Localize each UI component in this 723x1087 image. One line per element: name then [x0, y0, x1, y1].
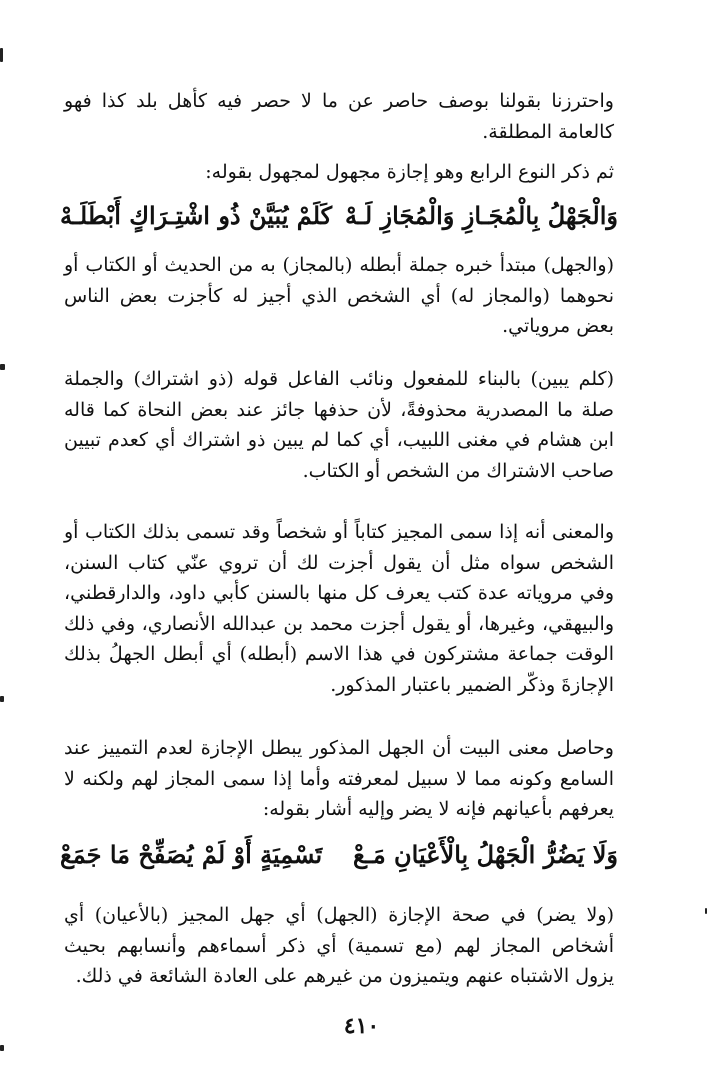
verse-line-2 — [60, 835, 618, 875]
scan-artifact-mark — [0, 48, 3, 62]
verse-2-first-hemistich: وَلَا يَضُرُّ الْجَهْلُ بِالْأَعْيَانِ مَـعْ — [353, 840, 618, 869]
verse-1-first-hemistich: وَالْجَهْلُ بِالْمُجَـازِ وَالْمُجَازِ لَـهْ — [344, 201, 618, 230]
scan-artifact-mark — [705, 908, 707, 914]
paragraph-meaning: والمعنى أنه إذا سمى المجيز كتاباً أو شخصاً وقد تسمى بذلك الكتاب أو الشخص سواه مثل أن يقول أجزت لك أن تروي عنّي كتاب السنن، وفي مروياته عدة كتب يعرف كل منها بالسنن كأبي داود، والدارقطني، والبيهقي، وغيرها، أو يقول أجزت محمد بن عبدالله الأنصاري، وفي ذلك الوقت جماعة مشتركون في هذا الاسم (أبطله) أي أبطل الجهلُ بذلك الإجازةَ وذكّر الضمير باعتبار المذكور. — [64, 521, 614, 696]
paragraph-summary: وحاصل معنى البيت أن الجهل المذكور يبطل الإجازة لعدم التمييز عند السامع وكونه مما لا سبيل لمعرفته وأما إذا سمى المجاز لهم ولكنه لا يعرفهم بأعيانهم فإنه لا يضر وإليه أشار بقوله: — [64, 737, 614, 820]
paragraph-fourth-type-intro: ثم ذكر النوع الرابع وهو إجازة مجهول لمجهول بقوله: — [205, 161, 614, 183]
verse-1-second-hemistich: كَلَمْ يُبَيَّنْ ذُو اشْتِـرَاكٍ أَبْطَلَـهْ — [60, 201, 333, 230]
paragraph-definition-note: واحترزنا بقولنا بوصف حاصر عن ما لا حصر فيه كأهل بلد كذا فهو كالعامة المطلقة. — [64, 90, 614, 143]
scan-artifact-mark — [0, 364, 5, 370]
paragraph-commentary-jahl: (والجهل) مبتدأ خبره جملة أبطله (بالمجاز) به من الحديث أو الكتاب أو نحوهما (والمجاز له) أي الشخص الذي أجيز له كأجزت بعض الناس بعض مروياتي. — [64, 254, 614, 337]
verse-2-second-hemistich: تَسْمِيَةٍ أَوْ لَمْ يُصَفِّحْ مَا جَمَعْ — [60, 840, 323, 869]
scan-artifact-mark — [0, 696, 4, 702]
scan-artifact-mark — [0, 1045, 4, 1051]
verse-line-1 — [60, 196, 618, 236]
paragraph-commentary-kalam-yubayyan: (كلم يبين) بالبناء للمفعول ونائب الفاعل قوله (ذو اشتراك) والجملة صلة ما المصدرية محذوفةً، لأن حذفها جائز عند بعض النحاة كما قاله ابن هشام في مغنى اللبيب، أي كما لم يبين ذو اشتراك أي كعدم تبيين صاحب الاشتراك من الشخص أو الكتاب. — [64, 368, 614, 482]
page-number: ٤١٠ — [343, 1013, 380, 1039]
paragraph-commentary-la-yadurr: (ولا يضر) في صحة الإجازة (الجهل) أي جهل المجيز (بالأعيان) أي أشخاص المجاز لهم (مع تسمية) أي ذكر أسماءهم وأنسابهم بحيث يزول الاشتباه عنهم ويتميزون من غيرهم على العادة الشائعة في ذلك. — [64, 904, 614, 987]
